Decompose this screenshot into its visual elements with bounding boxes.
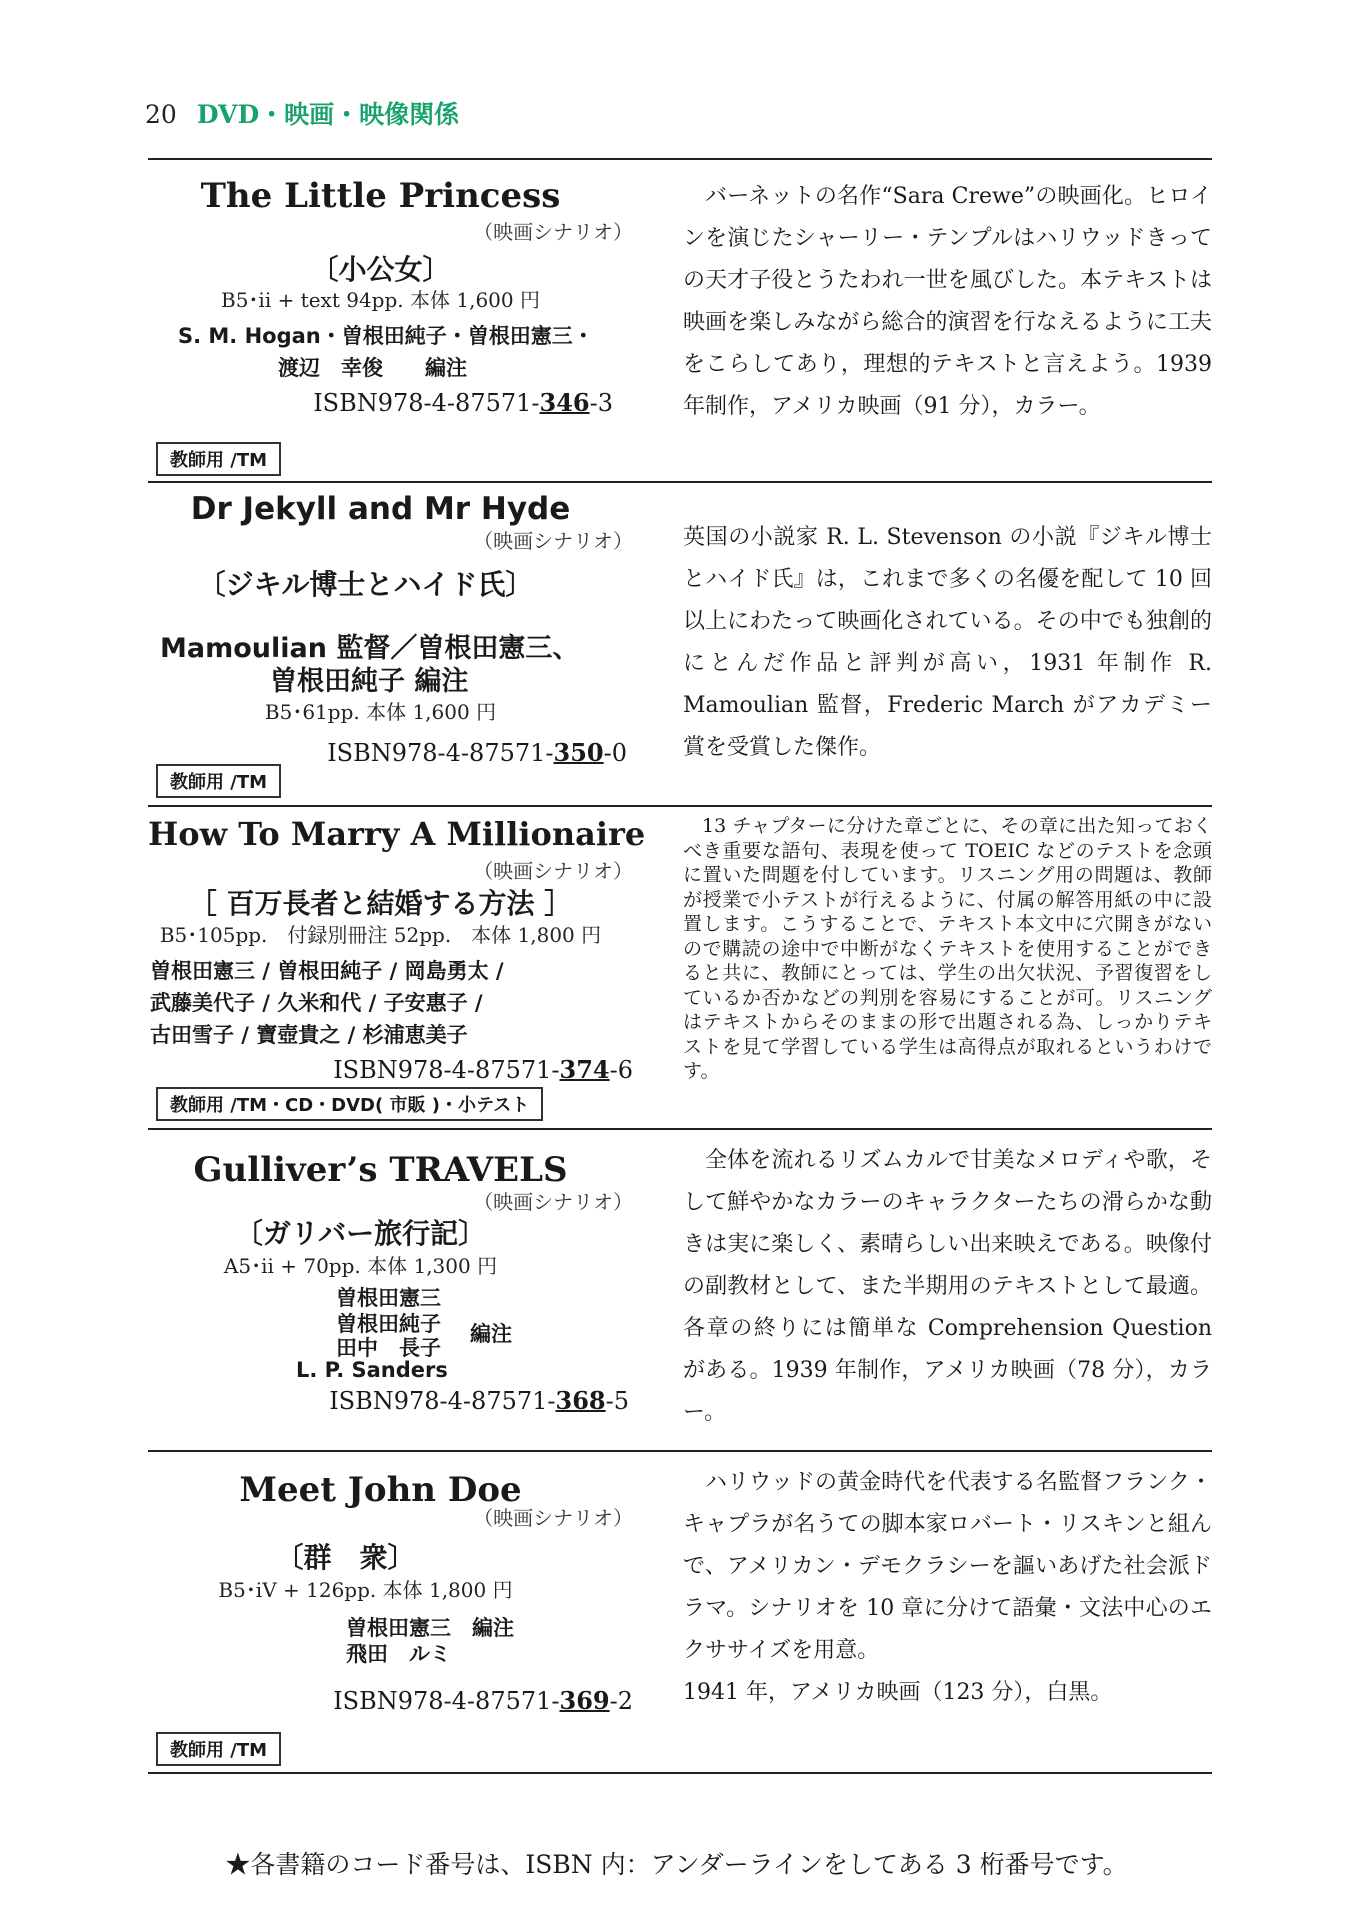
scenario-label: （映画シナリオ）: [473, 220, 633, 244]
author-line: 渡辺 幸俊 編注: [278, 356, 467, 380]
author-line: 田中 長子: [336, 1336, 441, 1360]
scenario-label: （映画シナリオ）: [473, 859, 633, 883]
divider: [148, 1772, 1212, 1774]
author-line: L. P. Sanders: [296, 1358, 448, 1382]
page-number: 20: [145, 100, 177, 129]
footer-note: ★各書籍のコード番号は、ISBN 内：アンダーラインをしてある 3 桁番号です。: [225, 1850, 1128, 1879]
book-entry-millionaire: [148, 807, 1212, 1127]
section-title: DVD・映画・映像関係: [196, 100, 460, 129]
author-line: 曽根田憲三 / 曽根田純子 / 岡島勇太 /: [150, 959, 504, 983]
isbn: ISBN978-4-87571-346-3: [313, 388, 613, 417]
japanese-title: ［ 百万長者と結婚する方法 ］: [188, 887, 573, 920]
author-line: S. M. Hogan・曽根田純子・曽根田憲三・: [178, 324, 594, 348]
isbn-code: 346: [539, 388, 590, 417]
teacher-badge: 教師用 /TM: [156, 442, 281, 476]
scenario-label: （映画シナリオ）: [473, 529, 633, 553]
book-description: バーネットの名作“Sara Crewe”の映画化。ヒロインを演じたシャーリー・テンプルはハリウッドきっての天才子役とうたわれ一世を風びした。本テキストは映画を楽しみながら総合的演習を行なえるように工夫をこらしてあり，理想的テキストと言えよう。1939 年制作，アメリカ映画（91 分），カラー。: [683, 184, 1212, 419]
author-line: Mamoulian 監督／曽根田憲三、: [160, 633, 580, 664]
japanese-title: 〔群 衆〕: [275, 1541, 416, 1574]
book-spec: B5･61pp. 本体 1,600 円: [264, 700, 497, 724]
isbn: ISBN978-4-87571-369-2: [333, 1686, 633, 1715]
teacher-badge: 教師用 /TM・CD・DVD( 市販 )・小テスト: [156, 1087, 543, 1121]
book-title: How To Marry A Millionaire: [148, 815, 646, 853]
book-spec: B5･iV + 126pp. 本体 1,800 円: [218, 1578, 513, 1602]
teacher-badge: 教師用 /TM: [156, 764, 281, 798]
editor-note: 編注: [470, 1322, 512, 1346]
teacher-badge: 教師用 /TM: [156, 1732, 281, 1766]
author-line: 曽根田純子: [336, 1312, 441, 1336]
book-entry-gulliver: [148, 1130, 1212, 1450]
japanese-title: 〔ジキル博士とハイド氏〕: [197, 568, 534, 601]
isbn: ISBN978-4-87571-368-5: [329, 1386, 629, 1415]
scenario-label: （映画シナリオ）: [473, 1506, 633, 1530]
book-title: Gulliver’s TRAVELS: [193, 1150, 568, 1190]
book-title: Meet John Doe: [239, 1470, 522, 1510]
author-line: 武藤美代子 / 久米和代 / 子安惠子 /: [150, 991, 483, 1015]
author-line: 曽根田憲三 編注: [346, 1616, 514, 1640]
book-description: 全体を流れるリズムカルで甘美なメロディや歌，そして鮮やかなカラーのキャラクターたちの滑らかな動きは実に楽しく、素晴らしい出来映えである。映像付の副教材として、また半期用のテキストとして最適。各章の終りには簡単な Comprehension Question がある。1939 年制作，アメリカ映画（78 分），カラー。: [683, 1148, 1212, 1425]
author-line: 古田雪子 / 寶壺貴之 / 杉浦恵美子: [150, 1023, 468, 1047]
book-spec: A5･ii + 70pp. 本体 1,300 円: [223, 1254, 498, 1278]
book-description: 英国の小説家 R. L. Stevenson の小説『ジキル博士とハイド氏』は，これまで多くの名優を配して 10 回以上にわたって映画化されている。その中でも独創的にとんだ作品と評判が高い，1931 年制作 R. Mamoulian 監督，Frederic March がアカデミー賞を受賞した傑作。: [683, 525, 1212, 760]
japanese-title: 〔ガリバー旅行記〕: [234, 1217, 487, 1250]
author-line: 飛田 ルミ: [346, 1642, 451, 1666]
isbn: ISBN978-4-87571-374-6: [333, 1055, 633, 1084]
book-description: ハリウッドの黄金時代を代表する名監督フランク・キャプラが名うての脚本家ロバート・リスキンと組んで、アメリカン・デモクラシーを謳いあげた社会派ドラマ。シナリオを 10 章に分けて語彙・文法中心のエクササイズを用意。: [683, 1470, 1212, 1663]
book-spec: B5･ii + text 94pp. 本体 1,600 円: [221, 288, 540, 312]
book-title: Dr Jekyll and Mr Hyde: [190, 491, 571, 527]
isbn-code: 369: [559, 1686, 610, 1715]
book-spec: B5･105pp. 付録別冊注 52pp. 本体 1,800 円: [159, 923, 602, 947]
page-header: [145, 95, 459, 131]
isbn: ISBN978-4-87571-350-0: [327, 738, 627, 767]
author-line: 曽根田憲三: [336, 1286, 441, 1310]
book-entry-dr-jekyll: [148, 483, 1212, 803]
author-line: 曽根田純子 編注: [270, 666, 469, 697]
japanese-title: 〔小公女〕: [310, 253, 451, 286]
isbn-code: 350: [553, 738, 604, 767]
book-entry-meet-john-doe: [148, 1452, 1212, 1772]
book-description-release: 1941 年，アメリカ映画（123 分），白黒。: [683, 1680, 1113, 1705]
book-entry-little-princess: [148, 160, 1212, 480]
isbn-code: 374: [559, 1055, 610, 1084]
isbn-code: 368: [555, 1386, 606, 1415]
book-description: 13 チャプターに分けた章ごとに、その章に出た知っておくべき重要な語句、表現を使って TOEIC などのテストを念頭に置いた問題を付しています。リスニング用の問題は、教師が授業で小テストが行えるように、付属の解答用紙の中に設置します。こうすることで、テキスト本文中に穴開きがないので購読の途中で中断がなくテキストを使用することができると共に、教師にとっては、学生の出欠状況、予習復習をしているか否かなどの判別を容易にすることが可。リスニングはテキストからそのままの形で出題される為、しっかりテキストを見て学習している学生は高得点が取れるというわけです。: [683, 815, 1212, 1082]
book-title: The Little Princess: [200, 176, 561, 216]
scenario-label: （映画シナリオ）: [473, 1190, 633, 1214]
